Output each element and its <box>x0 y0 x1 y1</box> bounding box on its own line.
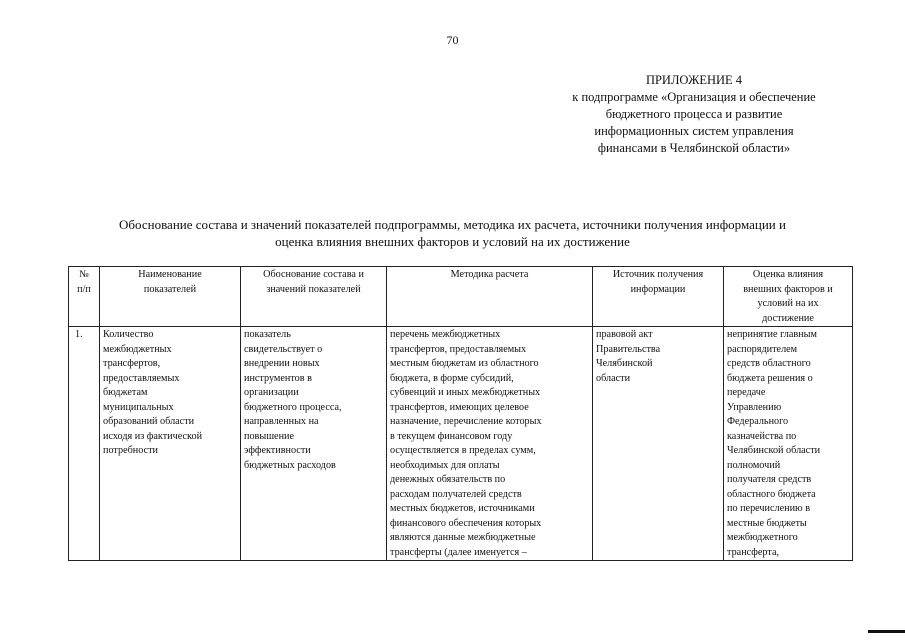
table-header-row <box>69 267 853 327</box>
column-header-number <box>69 267 100 327</box>
indicators-table <box>68 266 853 561</box>
column-header-source <box>593 267 724 327</box>
document-title-line: Обоснование состава и значений показателей подпрограммы, методика их расчета, источники получения информации и <box>119 217 786 232</box>
cell-number: 1. <box>69 327 100 561</box>
appendix-subtitle-line: информационных систем управления <box>594 124 794 138</box>
appendix-header <box>520 72 868 157</box>
column-header-label: Источник получения информации <box>612 269 704 295</box>
cell-external-factors-assessment: непринятие главным распорядителем средств областного бюджета решения о передаче Управлению Федерального казначейства по Челябинской области полномочий получателя средств областного бюджета по перечислению в местные бюджеты межбюджетного трансферта, <box>724 327 853 561</box>
column-header-label: Наименование показателей <box>138 269 202 295</box>
appendix-title: ПРИЛОЖЕНИЕ 4 <box>645 73 743 87</box>
table-row <box>69 327 853 561</box>
cell-information-source: правовой акт Правительства Челябинской области <box>593 327 724 561</box>
document-title <box>30 216 875 250</box>
scan-edge-mark <box>868 630 905 633</box>
column-header-label: № п/п <box>77 269 91 295</box>
appendix-subtitle-line: к подпрограмме «Организация и обеспечение <box>572 90 816 104</box>
cell-calculation-method: перечень межбюджетных трансфертов, предоставляемых местным бюджетам из областного бюджета, в форме субсидий, субвенций и иных межбюджетных трансфертов, имеющих целевое назначение, перечисление которых в текущем финансовом году осуществляется в пределах сумм, необходимых для оплаты денежных обязательств по расходам получателей средств местных бюджетов, источниками финансового обеспечения которых являются данные межбюджетные трансферты (далее именуется – <box>387 327 593 561</box>
column-header-label: Оценка влияния внешних факторов и условий на их достижение <box>743 269 833 324</box>
page-number: 70 <box>446 33 459 47</box>
cell-justification: показатель свидетельствует о внедрении новых инструментов в организации бюджетного процесса, направленных на повышение эффективности бюджетных расходов <box>241 327 387 561</box>
column-header-method <box>387 267 593 327</box>
column-header-justification <box>241 267 387 327</box>
column-header-name <box>100 267 241 327</box>
column-header-label: Методика расчета <box>450 269 529 280</box>
appendix-subtitle-line: бюджетного процесса и развитие <box>605 107 783 121</box>
appendix-subtitle-line: финансами в Челябинской области» <box>597 141 791 155</box>
column-header-label: Обоснование состава и значений показателей <box>263 269 364 295</box>
column-header-assessment <box>724 267 853 327</box>
document-title-line: оценка влияния внешних факторов и условий на их достижение <box>275 234 630 249</box>
cell-indicator-name: Количество межбюджетных трансфертов, предоставляемых бюджетам муниципальных образований области исходя из фактической потребности <box>100 327 241 561</box>
